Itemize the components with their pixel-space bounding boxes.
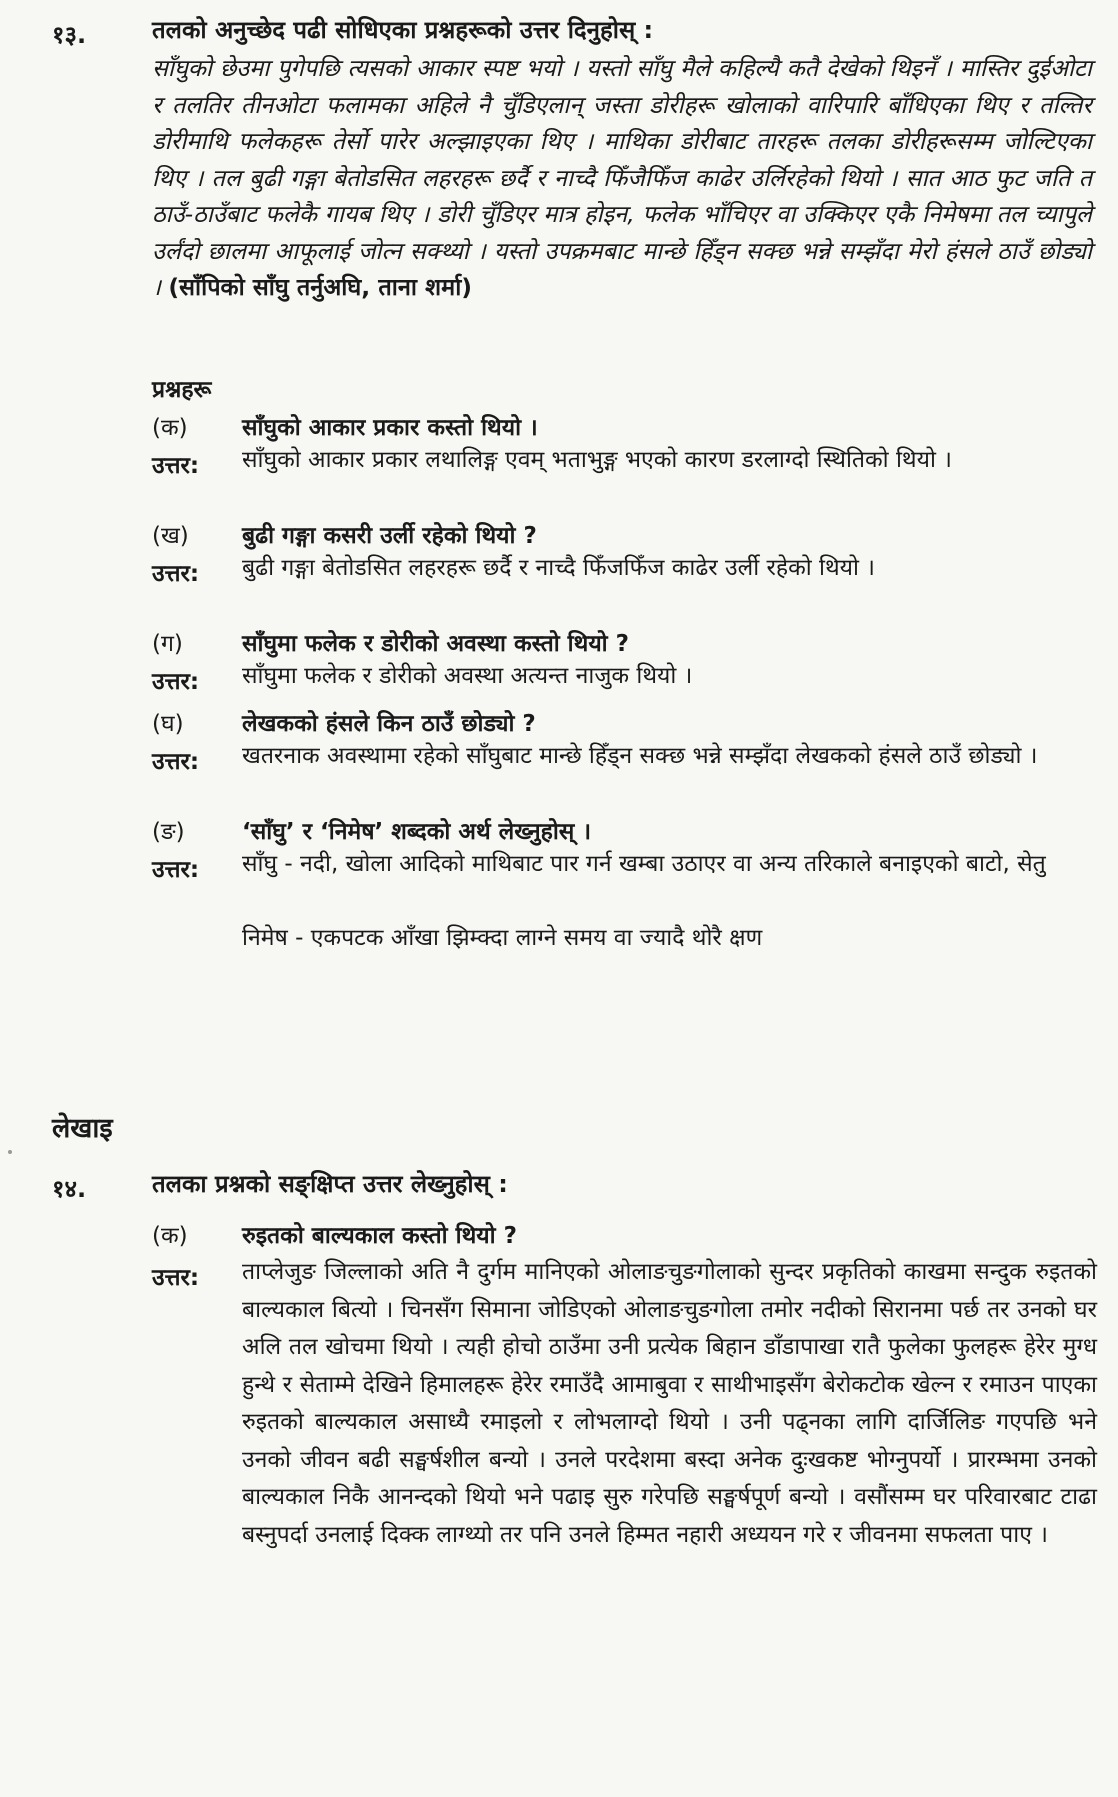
answer-label: उत्तर: xyxy=(152,453,200,479)
answer-text-second: निमेष - एकपटक आँखा झिम्क्दा लाग्ने समय वा ज्यादै थोरै क्षण xyxy=(242,925,763,951)
question-label: (ख) xyxy=(152,523,189,549)
answer-label: उत्तर: xyxy=(152,749,200,775)
question-text: साँघुमा फलेक र डोरीको अवस्था कस्तो थियो ? xyxy=(242,631,629,657)
question-text: रुइतको बाल्यकाल कस्तो थियो ? xyxy=(242,1223,517,1249)
question-label: (क) xyxy=(152,415,188,441)
question-text: लेखकको हंसले किन ठाउँ छोड्यो ? xyxy=(242,711,536,737)
question-label: (ङ) xyxy=(152,819,185,845)
answer-text: ताप्लेजुङ जिल्लाको अति नै दुर्गम मानिएको ओलाङचुङगोलाको सुन्दर प्रकृतिको काखमा सन्दुक रुइतको बाल्यकाल बित्यो । चिनसँग सिमाना जोडिएको ओलाङचुङगोला तमोर नदीको सिरानमा पर्छ तर उनको घर अलि तल खोचमा थियो । त्यही होचो ठाउँमा उनी प्रत्येक बिहान डाँडापाखा रातै फुलेका फुलहरू हेरेर मुग्ध हुन्थे र सेताम्मे देखिने हिमालहरू हेरेर रमाउँदै आमाबुवा र साथीभाइसँग बेरोकटोक खेल्न र रमाउन पाएका रुइतको बाल्यकाल असाध्यै रमाइलो र लोभलाग्दो थियो । उनी पढ्नका लागि दार्जिलिङ गएपछि भने उनको जीवन बढी सङ्घर्षशील बन्यो । उनले परदेशमा बस्दा अनेक दुःखकष्ट भोग्नुपर्यो । प्रारम्भमा उनको बाल्यकाल निकै आनन्दको थियो भने पढाइ सुरु गरेपछि सङ्घर्षपूर्ण बन्यो । वसौंसम्म घर परिवारबाट टाढा बस्नुपर्दा उनलाई दिक्क लाग्थ्यो तर पनि उनले हिम्मत नहारी अध्ययन गरे र जीवनमा सफलता पाए । xyxy=(242,1259,1097,1548)
questions-heading: प्रश्नहरू xyxy=(152,377,212,403)
section-title: लेखाइ xyxy=(52,1113,113,1144)
question-13-number: १३. xyxy=(52,21,87,49)
question-text: ‘साँघु’ र ‘निमेष’ शब्दको अर्थ लेख्नुहोस् । xyxy=(242,819,592,845)
question-text: साँघुको आकार प्रकार कस्तो थियो । xyxy=(242,415,538,441)
answer-text: साँघुको आकार प्रकार लथालिङ्ग एवम् भताभुङ्ग भएको कारण डरलाग्दो स्थितिको थियो । xyxy=(242,447,952,473)
answer-label: उत्तर: xyxy=(152,561,200,587)
reading-passage xyxy=(152,50,1092,306)
answer-text: साँघु - नदी, खोला आदिको माथिबाट पार गर्न खम्बा उठाएर वा अन्य तरिकाले बनाइएको बाटो, सेतु xyxy=(242,851,1046,877)
answer-label: उत्तर: xyxy=(152,857,200,883)
question-label: (ग) xyxy=(152,631,183,657)
question-13-instruction: तलको अनुच्छेद पढी सोधिएका प्रश्नहरूको उत्तर दिनुहोस् : xyxy=(152,16,654,44)
passage-source: (साँपिको साँघु तर्नुअघि, ताना शर्मा) xyxy=(168,273,473,301)
question-14-instruction: तलका प्रश्नको सङ्क्षिप्त उत्तर लेख्नुहोस् : xyxy=(152,1170,508,1198)
answer-label: उत्तर: xyxy=(152,1265,200,1291)
answer-label: उत्तर: xyxy=(152,669,200,695)
answer-text: साँघुमा फलेक र डोरीको अवस्था अत्यन्त नाजुक थियो । xyxy=(242,663,693,689)
question-text: बुढी गङ्गा कसरी उर्ली रहेको थियो ? xyxy=(242,523,537,549)
page-speck xyxy=(8,1150,12,1154)
question-14-number: १४. xyxy=(52,1175,87,1203)
answer-text: बुढी गङ्गा बेतोडसित लहरहरू छर्दै र नाच्दै फिँजफिँज काढेर उर्ली रहेको थियो । xyxy=(242,555,875,581)
question-label: (क) xyxy=(152,1223,188,1249)
question-label: (घ) xyxy=(152,711,184,737)
answer-text: खतरनाक अवस्थामा रहेको साँघुबाट मान्छे हिँड्न सक्छ भन्ने सम्झँदा लेखकको हंसले ठाउँ छोड्यो । xyxy=(242,743,1038,769)
passage-text: साँघुको छेउमा पुगेपछि त्यसको आकार स्पष्ट भयो । यस्तो साँघु मैले कहिल्यै कतै देखेको थिइनँ । मास्तिर दुईओटा र तलतिर तीनओटा फलामका अहिले नै चुँडिएलान् जस्ता डोरीहरू खोलाको वारिपारि बाँधिएका थिए र तल्तिर डोरीमाथि फलेकहरू तेर्सो पारेर अल्झाइएका थिए । माथिका डोरीबाट तारहरू तलका डोरीहरूसम्म जोल्टिएका थिए । तल बुढी गङ्गा बेतोडसित लहरहरू छर्दै र नाच्दै फिँजैफिँज काढेर उर्लिरहेको थियो । सात आठ फुट जति त ठाउँ-ठाउँबाट फलेकै गायब थिए । डोरी चुँडिएर मात्र होइन, फलेक भाँचिएर वा उक्किएर एकै निमेषमा तल च्यापुले उर्लंदो छालमा आफूलाई जोत्न सक्थ्यो । यस्तो उपक्रमबाट मान्छे हिँड्न सक्छ भन्ने सम्झँदा मेरो हंसले ठाउँ छोड्यो । xyxy=(152,54,1092,301)
